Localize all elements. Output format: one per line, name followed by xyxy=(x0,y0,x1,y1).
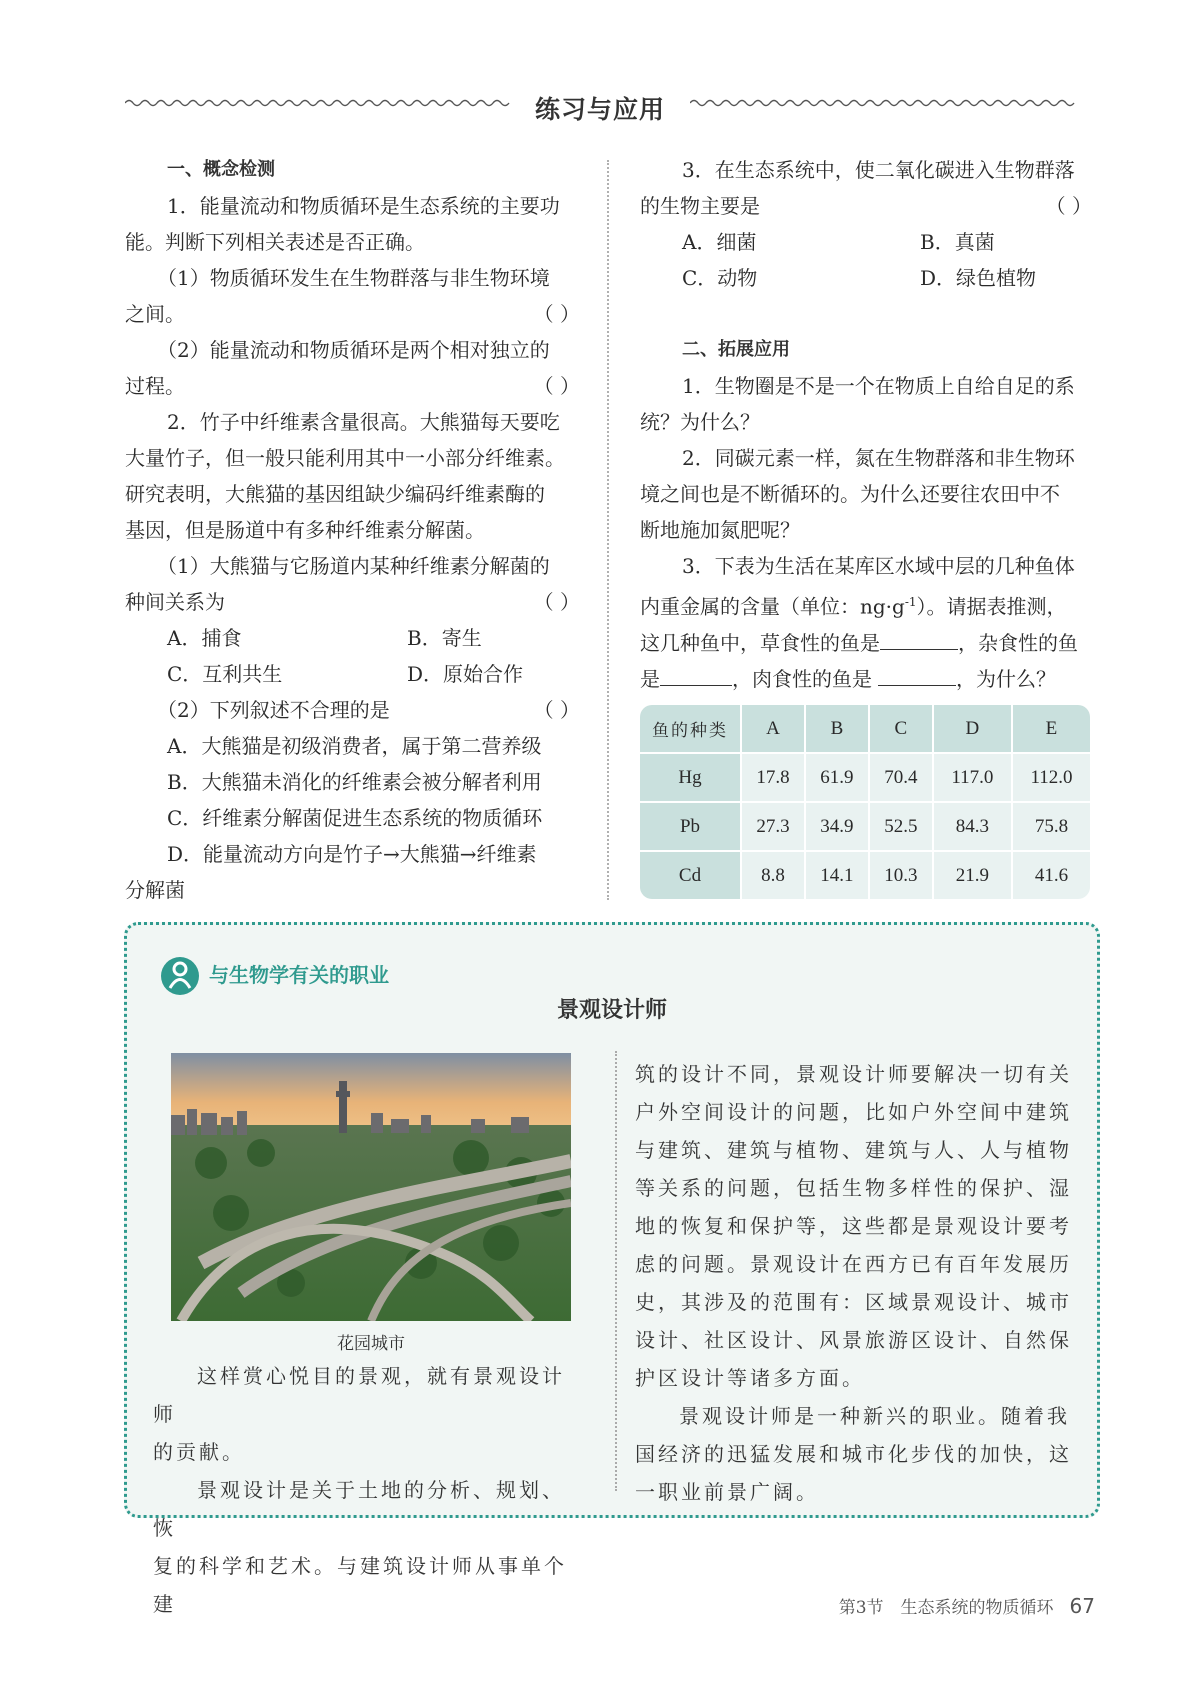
left-column xyxy=(125,152,580,908)
career-right-text xyxy=(635,1055,1075,1511)
career-text-line: 景观设计是关于土地的分析、规划、恢 xyxy=(153,1478,565,1540)
person-icon xyxy=(161,957,199,995)
table-cell: 75.8 xyxy=(1011,801,1090,850)
q2-2-line1: （2）下列叙述不合理的是 （ ） xyxy=(125,692,580,728)
q2-line4: 基因，但是肠道中有多种纤维素分解菌。 xyxy=(125,518,485,542)
e3-line1: 3．下表为生活在某库区水域中层的几种鱼体 xyxy=(682,554,1075,578)
table-cell: 112.0 xyxy=(1011,752,1090,801)
table-cell: 10.3 xyxy=(868,850,932,899)
table-cell: 34.9 xyxy=(804,801,868,850)
answer-bracket: （ ） xyxy=(533,590,580,614)
q2-line3: 研究表明，大熊猫的基因组缺少编码纤维素酶的 xyxy=(125,482,545,506)
q2-2-option-a: A．大熊猫是初级消费者，属于第二营养级 xyxy=(167,734,542,758)
answer-blank[interactable] xyxy=(878,663,956,686)
table-cell: 70.4 xyxy=(868,752,932,801)
answer-blank[interactable] xyxy=(880,627,958,650)
table-cell: Pb xyxy=(640,801,740,850)
table-cell: 117.0 xyxy=(932,752,1011,801)
career-text-line: 史，其涉及的范围有：区域景观设计、城市 xyxy=(635,1290,1072,1314)
table-cell: 52.5 xyxy=(868,801,932,850)
q3-line2: 的生物主要是 （ ） xyxy=(640,188,1092,224)
option-b: B．真菌 xyxy=(920,230,995,254)
q1-line2: 能。判断下列相关表述是否正确。 xyxy=(125,230,425,254)
career-text-line: 等关系的问题，包括生物多样性的保护、湿 xyxy=(635,1176,1072,1200)
q2-line2: 大量竹子，但一般只能利用其中一小部分纤维素。 xyxy=(125,446,565,470)
section-heading-concept: 一、概念检测 xyxy=(167,159,275,180)
table-row xyxy=(640,752,1090,801)
e1-line1: 1．生物圈是不是一个在物质上自给自足的系 xyxy=(682,374,1075,398)
q2-2-option-c: C．纤维素分解菌促进生态系统的物质循环 xyxy=(167,806,543,830)
career-text-line: 的贡献。 xyxy=(153,1440,245,1464)
career-text-line: 户外空间设计的问题，比如户外空间中建筑 xyxy=(635,1100,1072,1124)
garden-city-photo xyxy=(171,1053,571,1321)
career-text-line: 这样赏心悦目的景观，就有景观设计师 xyxy=(153,1364,565,1426)
career-left-text xyxy=(153,1357,583,1623)
q2-line1: 2．竹子中纤维素含量很高。大熊猫每天要吃 xyxy=(167,410,560,434)
table-cell: 8.8 xyxy=(740,850,804,899)
table-cell: 21.9 xyxy=(932,850,1011,899)
q1-line1: 1．能量流动和物质循环是生态系统的主要功 xyxy=(167,194,560,218)
option-b: B．寄生 xyxy=(407,626,482,650)
table-cell: 14.1 xyxy=(804,850,868,899)
q3-options-row2 xyxy=(640,260,1092,296)
section-title: 练习与应用 xyxy=(534,95,665,124)
option-d: D．原始合作 xyxy=(407,662,524,686)
table-cell: Hg xyxy=(640,752,740,801)
answer-bracket: （ ） xyxy=(1045,194,1092,218)
header-wave-left xyxy=(125,96,510,110)
page-number: 67 xyxy=(1069,1594,1095,1618)
e3-line3: 这几种鱼中，草食性的鱼是 ，杂食性的鱼 xyxy=(640,625,1092,661)
q2-1-line2: 种间关系为 （ ） xyxy=(125,584,580,620)
q1-2-line1: （2）能量流动和物质循环是两个相对独立的 xyxy=(157,338,550,362)
q1-2-line2: 过程。 （ ） xyxy=(125,368,580,404)
photo-caption: 花园城市 xyxy=(337,1334,405,1354)
header-wave-right xyxy=(690,96,1075,110)
career-text-line: 筑的设计不同，景观设计师要解决一切有关 xyxy=(635,1062,1072,1086)
option-d: D．绿色植物 xyxy=(920,266,1037,290)
e1-line2: 统？为什么？ xyxy=(640,410,760,434)
right-column xyxy=(640,152,1092,697)
q1-1-line1: （1）物质循环发生在生物群落与非生物环境 xyxy=(157,266,550,290)
table-header-cell: E xyxy=(1011,705,1090,752)
e3-line4: 是 ，肉食性的鱼是 ，为什么？ xyxy=(640,661,1092,697)
table-cell: 27.3 xyxy=(740,801,804,850)
table-cell: 84.3 xyxy=(932,801,1011,850)
career-text-line: 国经济的迅猛发展和城市化步伐的加快，这 xyxy=(635,1442,1072,1466)
career-text-line: 复的科学和艺术。与建筑设计师从事单个建 xyxy=(153,1554,567,1616)
section-heading-extension: 二、拓展应用 xyxy=(682,339,790,360)
career-text-line: 一职业前景广阔。 xyxy=(635,1480,819,1504)
table-row xyxy=(640,850,1090,899)
answer-bracket: （ ） xyxy=(533,698,580,722)
heavy-metal-table xyxy=(640,705,1090,899)
career-column-divider xyxy=(615,1051,617,1491)
career-text-line: 地的恢复和保护等，这些都是景观设计要考 xyxy=(635,1214,1072,1238)
e2-line3: 断地施加氮肥呢？ xyxy=(640,518,800,542)
table-cell: 41.6 xyxy=(1011,850,1090,899)
q2-2-option-b: B．大熊猫未消化的纤维素会被分解者利用 xyxy=(167,770,542,794)
q2-2-option-d-line1: D．能量流动方向是竹子→大熊猫→纤维素 xyxy=(167,842,537,866)
e2-line2: 境之间也是不断循环的。为什么还要往农田中不 xyxy=(640,482,1060,506)
table-header-cell: 鱼的种类 xyxy=(640,705,740,752)
career-title: 景观设计师 xyxy=(556,998,667,1023)
table-cell: 61.9 xyxy=(804,752,868,801)
q3-line1: 3．在生态系统中，使二氧化碳进入生物群落 xyxy=(682,158,1075,182)
page-footer xyxy=(839,1593,1095,1618)
q2-1-options-row1 xyxy=(125,620,580,656)
table-header-cell: A xyxy=(740,705,804,752)
table-header-cell: C xyxy=(868,705,932,752)
q2-2-option-d-line2: 分解菌 xyxy=(125,878,185,902)
table-header-cell: B xyxy=(804,705,868,752)
option-c: C．互利共生 xyxy=(167,662,283,686)
table-cell: 17.8 xyxy=(740,752,804,801)
table-row xyxy=(640,801,1090,850)
answer-bracket: （ ） xyxy=(533,374,580,398)
career-text-line: 虑的问题。景观设计在西方已有百年发展历 xyxy=(635,1252,1072,1276)
answer-blank[interactable] xyxy=(660,663,732,686)
career-label: 与生物学有关的职业 xyxy=(209,963,389,987)
q2-1-line1: （1）大熊猫与它肠道内某种纤维素分解菌的 xyxy=(157,554,550,578)
column-divider xyxy=(607,160,609,900)
career-text-line: 设计、社区设计、风景旅游区设计、自然保 xyxy=(635,1328,1072,1352)
option-c: C．动物 xyxy=(682,266,758,290)
q2-1-options-row2 xyxy=(125,656,580,692)
option-a: A．捕食 xyxy=(167,626,242,650)
table-header-cell: D xyxy=(932,705,1011,752)
e3-line2: 内重金属的含量（单位：$ng\cdot g^{-1}$）。请据表推测， xyxy=(640,594,1067,619)
career-text-line: 景观设计师是一种新兴的职业。随着我 xyxy=(679,1404,1070,1428)
q1-1-line2: 之间。 （ ） xyxy=(125,296,580,332)
option-a: A．细菌 xyxy=(682,230,757,254)
table-header-row xyxy=(640,705,1090,752)
e2-line1: 2．同碳元素一样，氮在生物群落和非生物环 xyxy=(682,446,1075,470)
career-text-line: 护区设计等诸多方面。 xyxy=(635,1366,865,1390)
answer-bracket: （ ） xyxy=(533,302,580,326)
career-text-line: 与建筑、建筑与植物、建筑与人、人与植物 xyxy=(635,1138,1072,1162)
table-cell: Cd xyxy=(640,850,740,899)
q3-options-row1 xyxy=(640,224,1092,260)
footer-section: 第3节 生态系统的物质循环 xyxy=(838,1598,1054,1618)
